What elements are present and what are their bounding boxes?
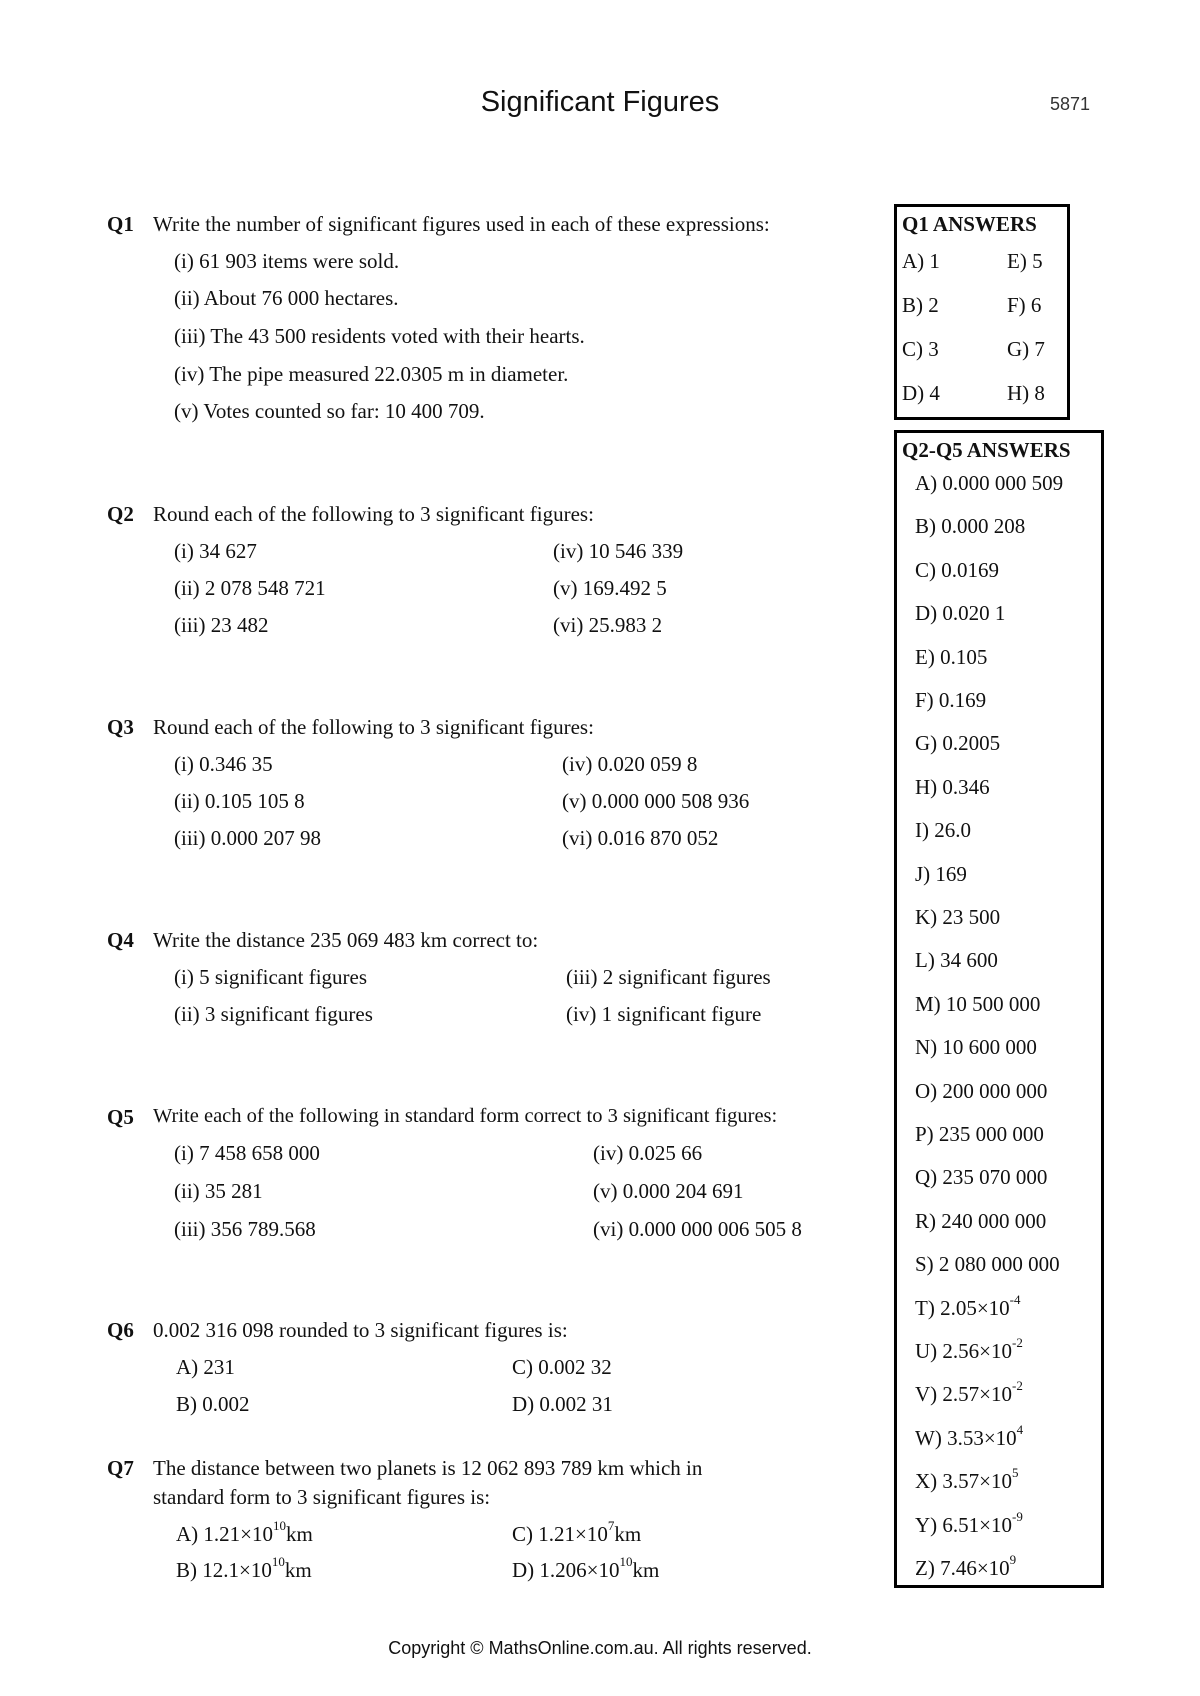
q7-text-line1: The distance between two planets is 12 062 893 789 km which in: [153, 1456, 703, 1480]
q2-q5-answer: K) 23 500: [915, 905, 1001, 929]
q7-label: Q7: [107, 1456, 134, 1480]
q3-label: Q3: [107, 715, 134, 739]
q2-q5-answer: H) 0.346: [915, 774, 990, 799]
q2-item: (v) 169.492 5: [553, 576, 667, 600]
q1-item: (i) 61 903 items were sold.: [174, 249, 400, 273]
q1-answer: G) 7: [1007, 337, 1045, 361]
q2-q5-answer: D) 0.020 1: [915, 601, 1006, 626]
page-title: Significant Figures: [480, 86, 720, 118]
q2-q5-answer: B) 0.000 208: [915, 514, 1026, 539]
q2-q5-answer: X) $3.57\times 10^5$: [915, 1465, 1019, 1494]
q2-q5-answer: S) 2 080 000 000: [915, 1252, 1060, 1277]
q2-q5-answer: E) 0.105: [915, 644, 988, 669]
q2-q5-answer: Z) $7.46\times 10^9$: [915, 1552, 1017, 1580]
q3-item: (iii) 0.000 207 98: [174, 826, 321, 850]
q4-label: Q4: [107, 928, 134, 952]
q2-item: (ii) 2 078 548 721: [174, 576, 326, 600]
q3-item: (vi) 0.016 870 052: [562, 826, 719, 850]
q1-item: (v) Votes counted so far: 10 400 709.: [174, 399, 485, 423]
q3-text: Round each of the following to 3 significant figures:: [153, 715, 594, 739]
q7-option-a: A) $1.21\times 10^{10}km$: [176, 1518, 313, 1546]
q1-answers-heading: Q1 ANSWERS: [902, 212, 1037, 236]
q4-text: Write the distance 235 069 483 km correct to:: [153, 928, 539, 952]
q6-option-d: D) 0.002 31: [512, 1392, 613, 1416]
q4-item: (iii) 2 significant figures: [566, 965, 771, 989]
q2-item: (i) 34 627: [174, 539, 257, 563]
q4-item: (i) 5 significant figures: [174, 965, 368, 989]
q1-answer: E) 5: [1007, 249, 1043, 273]
q2-q5-answer: A) 0.000 000 509: [915, 471, 1064, 495]
q7-text-line2: standard form to 3 significant figures is:: [153, 1485, 491, 1509]
q6-text: 0.002 316 098 rounded to 3 significant figures is:: [153, 1318, 568, 1342]
q4-item: (ii) 3 significant figures: [174, 1002, 373, 1026]
q2-q5-answer: F) 0.169: [915, 688, 987, 712]
q2-label: Q2: [107, 502, 134, 526]
q1-answer: A) 1: [902, 249, 940, 273]
q3-item: (ii) 0.105 105 8: [174, 789, 305, 813]
q5-item: (v) 0.000 204 691: [593, 1179, 744, 1203]
q7-option-c: C) $1.21\times 10^7km$: [512, 1518, 642, 1546]
q3-item: (i) 0.346 35: [174, 752, 273, 776]
q4-item: (iv) 1 significant figure: [566, 1002, 762, 1026]
q1-item: (iv) The pipe measured 22.0305 m in diameter.: [174, 362, 569, 386]
q3-item: (v) 0.000 000 508 936: [562, 789, 750, 813]
page-number: 5871: [1050, 94, 1091, 114]
q1-answer: F) 6: [1007, 293, 1042, 317]
q2-q5-answer: P) 235 000 000: [915, 1122, 1044, 1146]
q1-item: (iii) The 43 500 residents voted with their hearts.: [174, 324, 585, 348]
q2-q5-answer: W) $3.53\times 10^4$: [915, 1421, 1024, 1450]
q6-option-c: C) 0.002 32: [512, 1355, 612, 1379]
q1-answer: H) 8: [1007, 381, 1045, 405]
q1-item: (ii) About 76 000 hectares.: [174, 286, 399, 310]
q2-q5-answer: L) 34 600: [915, 948, 998, 973]
q6-option-b: B) 0.002: [176, 1392, 250, 1416]
q2-q5-answers-heading: Q2-Q5 ANSWERS: [902, 438, 1071, 462]
q5-item: (vi) 0.000 000 006 505 8: [593, 1217, 802, 1241]
q2-q5-answer: Q) 235 070 000: [915, 1165, 1048, 1190]
q6-label: Q6: [107, 1318, 134, 1342]
q6-option-a: A) 231: [176, 1355, 235, 1379]
q1-answer: D) 4: [902, 381, 940, 405]
q7-option-b: B) $12.1\times 10^{10}km$: [176, 1554, 312, 1582]
q2-q5-answer: T) $2.05\times 10^{-4}$: [915, 1291, 1021, 1320]
q5-text: Write each of the following in standard form correct to 3 significant figures:: [153, 1105, 778, 1127]
q2-q5-answer: R) 240 000 000: [915, 1208, 1047, 1233]
q5-item: (iv) 0.025 66: [593, 1141, 703, 1165]
q2-q5-answer: U) $2.56\times 10^{-2}$: [915, 1335, 1023, 1363]
q5-item: (i) 7 458 658 000: [174, 1141, 320, 1165]
q5-label: Q5: [107, 1105, 134, 1129]
q2-q5-answers-box: [894, 430, 1104, 1588]
q2-item: (iv) 10 546 339: [553, 539, 684, 563]
q3-item: (iv) 0.020 059 8: [562, 752, 698, 776]
q5-item: (iii) 356 789.568: [174, 1217, 316, 1241]
q1-answer: B) 2: [902, 293, 939, 317]
q5-item: (ii) 35 281: [174, 1179, 263, 1203]
q1-answers-box: [894, 204, 1070, 420]
q2-item: (vi) 25.983 2: [553, 613, 663, 637]
q2-q5-answer: C) 0.0169: [915, 557, 999, 582]
q1-answer: C) 3: [902, 337, 939, 361]
q2-q5-answer: J) 169: [915, 861, 967, 886]
q2-q5-answer: G) 0.2005: [915, 731, 1001, 756]
q2-q5-answer: I) 26.0: [915, 818, 971, 843]
q2-q5-answer: Y) $6.51\times 10^{-9}$: [915, 1508, 1023, 1537]
q2-text: Round each of the following to 3 significant figures:: [153, 502, 594, 526]
q1-text: Write the number of significant figures used in each of these expressions:: [153, 212, 770, 236]
q2-q5-answer: V) $2.57\times 10^{-2}$: [915, 1378, 1023, 1407]
q2-item: (iii) 23 482: [174, 613, 269, 637]
q2-q5-answer: N) 10 600 000: [915, 1035, 1037, 1060]
q2-q5-answer: O) 200 000 000: [915, 1078, 1048, 1103]
q7-option-d: D) $1.206\times 10^{10}km$: [512, 1554, 660, 1582]
q1-label: Q1: [107, 212, 134, 236]
copyright-footer: Copyright © MathsOnline.com.au. All rights reserved.: [388, 1638, 812, 1658]
q2-q5-answer: M) 10 500 000: [915, 991, 1041, 1016]
